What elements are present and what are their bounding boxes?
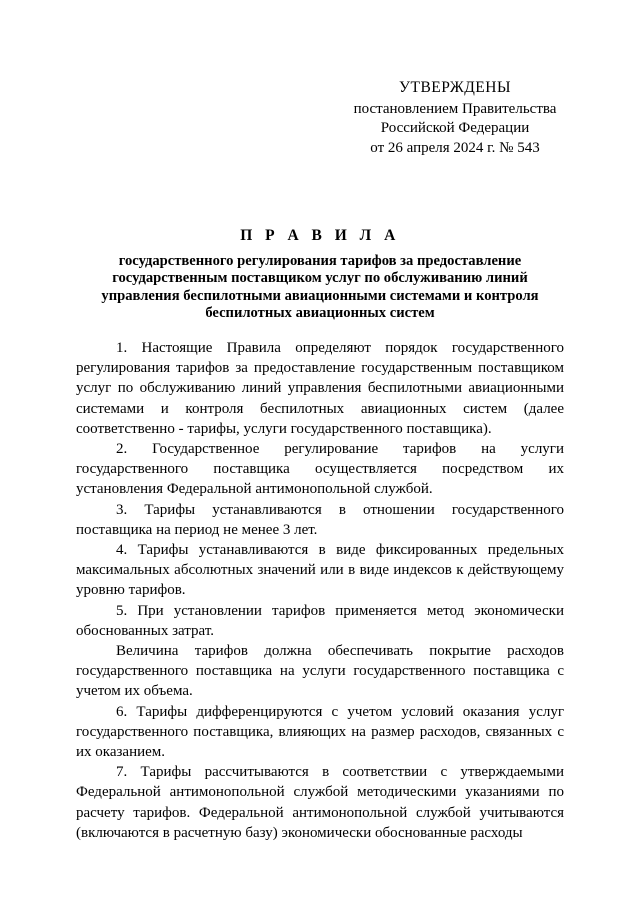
document-subtitle: государственного регулирования тарифов за предоставление государственным поставщиком услуг по обслуживанию линий управления беспилотными авиационными системами и контроля беспилотных авиационных систем: [101, 253, 539, 322]
paragraph-3: 3. Тарифы устанавливаются в отношении государственного поставщика на период не менее 3 лет.: [76, 501, 564, 538]
paragraph-6: 6. Тарифы дифференцируются с учетом условий оказания услуг государственного поставщика, влияющих на размер расходов, связанных с их оказанием.: [76, 703, 564, 761]
paragraph-4: 4. Тарифы устанавливаются в виде фиксированных предельных максимальных абсолютных значений или в виде индексов к действующему уровню тарифов.: [76, 542, 564, 599]
paragraph-2: 2. Государственное регулирование тарифов на услуги государственного поставщика осуществляется посредством их установления Федеральной антимонопольной службой.: [76, 441, 564, 498]
approval-line-1: постановлением Правительства: [353, 100, 557, 117]
paragraph-5-continued: Величина тарифов должна обеспечивать покрытие расходов государственного поставщика на услуги государственного поставщика с учетом их объема.: [76, 643, 564, 700]
document-title: П Р А В И Л А: [240, 227, 400, 244]
paragraph-5: 5. При установлении тарифов применяется метод экономически обоснованных затрат.: [76, 602, 564, 639]
approval-block: [330, 78, 580, 158]
paragraph-1: 1. Настоящие Правила определяют порядок государственного регулирования тарифов за предоставление государственным поставщиком услуг по обслуживанию линий управления беспилотными авиационными системами и контроля беспилотных авиационных систем (далее соответственно - тарифы, услуги государственного поставщика).: [76, 340, 564, 437]
approved-heading: УТВЕРЖДЕНЫ: [399, 79, 511, 96]
approval-line-2: Российской Федерации: [380, 120, 530, 136]
paragraph-7: 7. Тарифы рассчитываются в соответствии с утверждаемыми Федеральной антимонопольной службой методическими указаниями по расчету тарифов. Федеральной антимонопольной службой учитываются (включаются в расчетную базу) экономически обоснованные расходы: [76, 764, 564, 841]
approval-line-3: от 26 апреля 2024 г. № 543: [370, 139, 540, 156]
document-body: [76, 338, 564, 843]
